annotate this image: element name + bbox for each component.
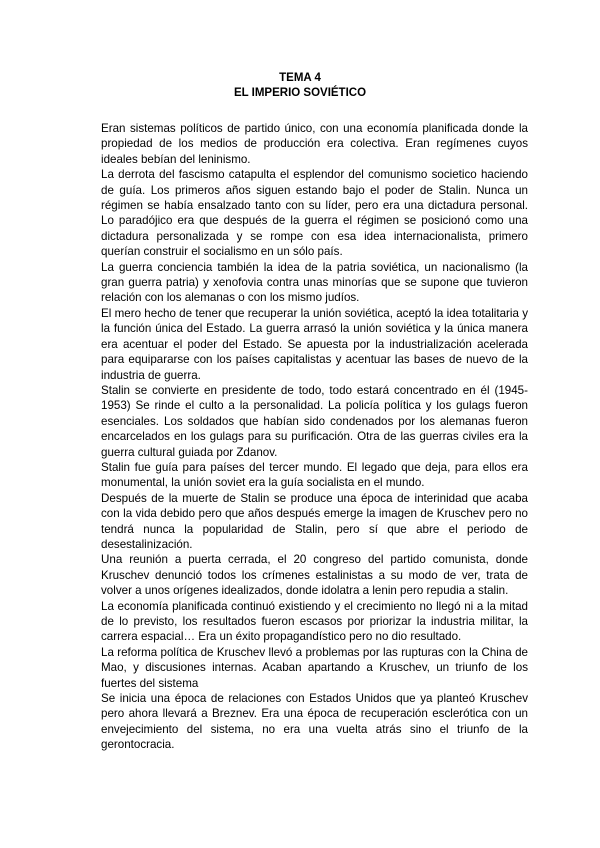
topic-number: TEMA 4 [279, 72, 321, 84]
paragraph: La guerra conciencia también la idea de la patria soviética, un nacionalismo (la gran guerra patria) y xenofovia contra unas minorías que se supone que tuvieron relación con los alemanas o con los mismo judíos. [101, 260, 528, 305]
document-title: EL IMPERIO SOVIÉTICO [233, 87, 367, 99]
paragraph: Se inicia una época de relaciones con Estados Unidos que ya planteó Kruschev pero ahora llevará a Breznev. Era una época de recuperación esclerótica con un envejecimiento del sistema, no era una vuelta atrás sino el triunfo de la gerontocracia. [101, 692, 528, 752]
paragraph: Eran sistemas políticos de partido único, con una economía planificada donde la propiedad de los medios de producción era colectiva. Eran regímenes cuyos ideales bebían del leninismo. [101, 122, 528, 166]
paragraph: Stalin se convierte en presidente de todo, todo estará concentrado en él (1945-1953) Se rinde el culto a la personalidad. La policía política y los gulags fueron esenciales. Los soldados que habían sido condenados por los alemanas fueron encarcelados en los gulags para su purificación. Otra de las guerras civiles era la guerra cultural guiada por Zdanov. [101, 383, 528, 459]
paragraph: Una reunión a puerta cerrada, el 20 congreso del partido comunista, donde Kruschev denunció todos los crímenes estalinistas a su modo de ver, trata de volver a unos orígenes idealizados, donde idolatra a lenin pero repudia a stalin. [101, 553, 528, 598]
document-title-block [0, 71, 600, 101]
paragraph: El mero hecho de tener que recuperar la unión soviética, aceptó la idea totalitaria y la función única del Estado. La guerra arrasó la unión soviética y la única manera era acentuar el poder del Estado. Se apuesta por la industrialización acelerada para equipararse con los países capitalistas y acentuar las bases de nuevo de la industria de guerra. [101, 306, 528, 382]
paragraph: La derrota del fascismo catapulta el esplendor del comunismo societico haciendo de guía. Los primeros años siguen estando bajo el poder de Stalin. Nunca un régimen se había ensalzado tanto con su líder, pero era una dictadura personal. Lo paradójico era que después de la guerra el régimen se posicionó como una dictadura personalizada y se rompe con esa idea internacionalista, primero querían construir el socialismo en un sólo país. [101, 168, 528, 259]
document-body [101, 121, 528, 753]
paragraph: Después de la muerte de Stalin se produce una época de interinidad que acaba con la vida debido pero que años después emerge la imagen de Kruschev pero no tendrá nunca la popularidad de Stalin, pero sí que abre el periodo de desestalinización. [101, 491, 528, 551]
paragraph: La reforma política de Kruschev llevó a problemas por las rupturas con la China de Mao, y discusiones internas. Acaban apartando a Kruschev, un triunfo de los fuertes del sistema [101, 645, 528, 690]
paragraph: La economía planificada continuó existiendo y el crecimiento no llegó ni a la mitad de lo previsto, los resultados fueron escasos por priorizar la industria militar, la carrera espacial… Era un éxito propagandístico pero no dio resultado. [101, 599, 528, 644]
paragraph: Stalin fue guía para países del tercer mundo. El legado que deja, para ellos era monumental, la unión soviet era la guía socialista en el mundo. [101, 460, 528, 490]
